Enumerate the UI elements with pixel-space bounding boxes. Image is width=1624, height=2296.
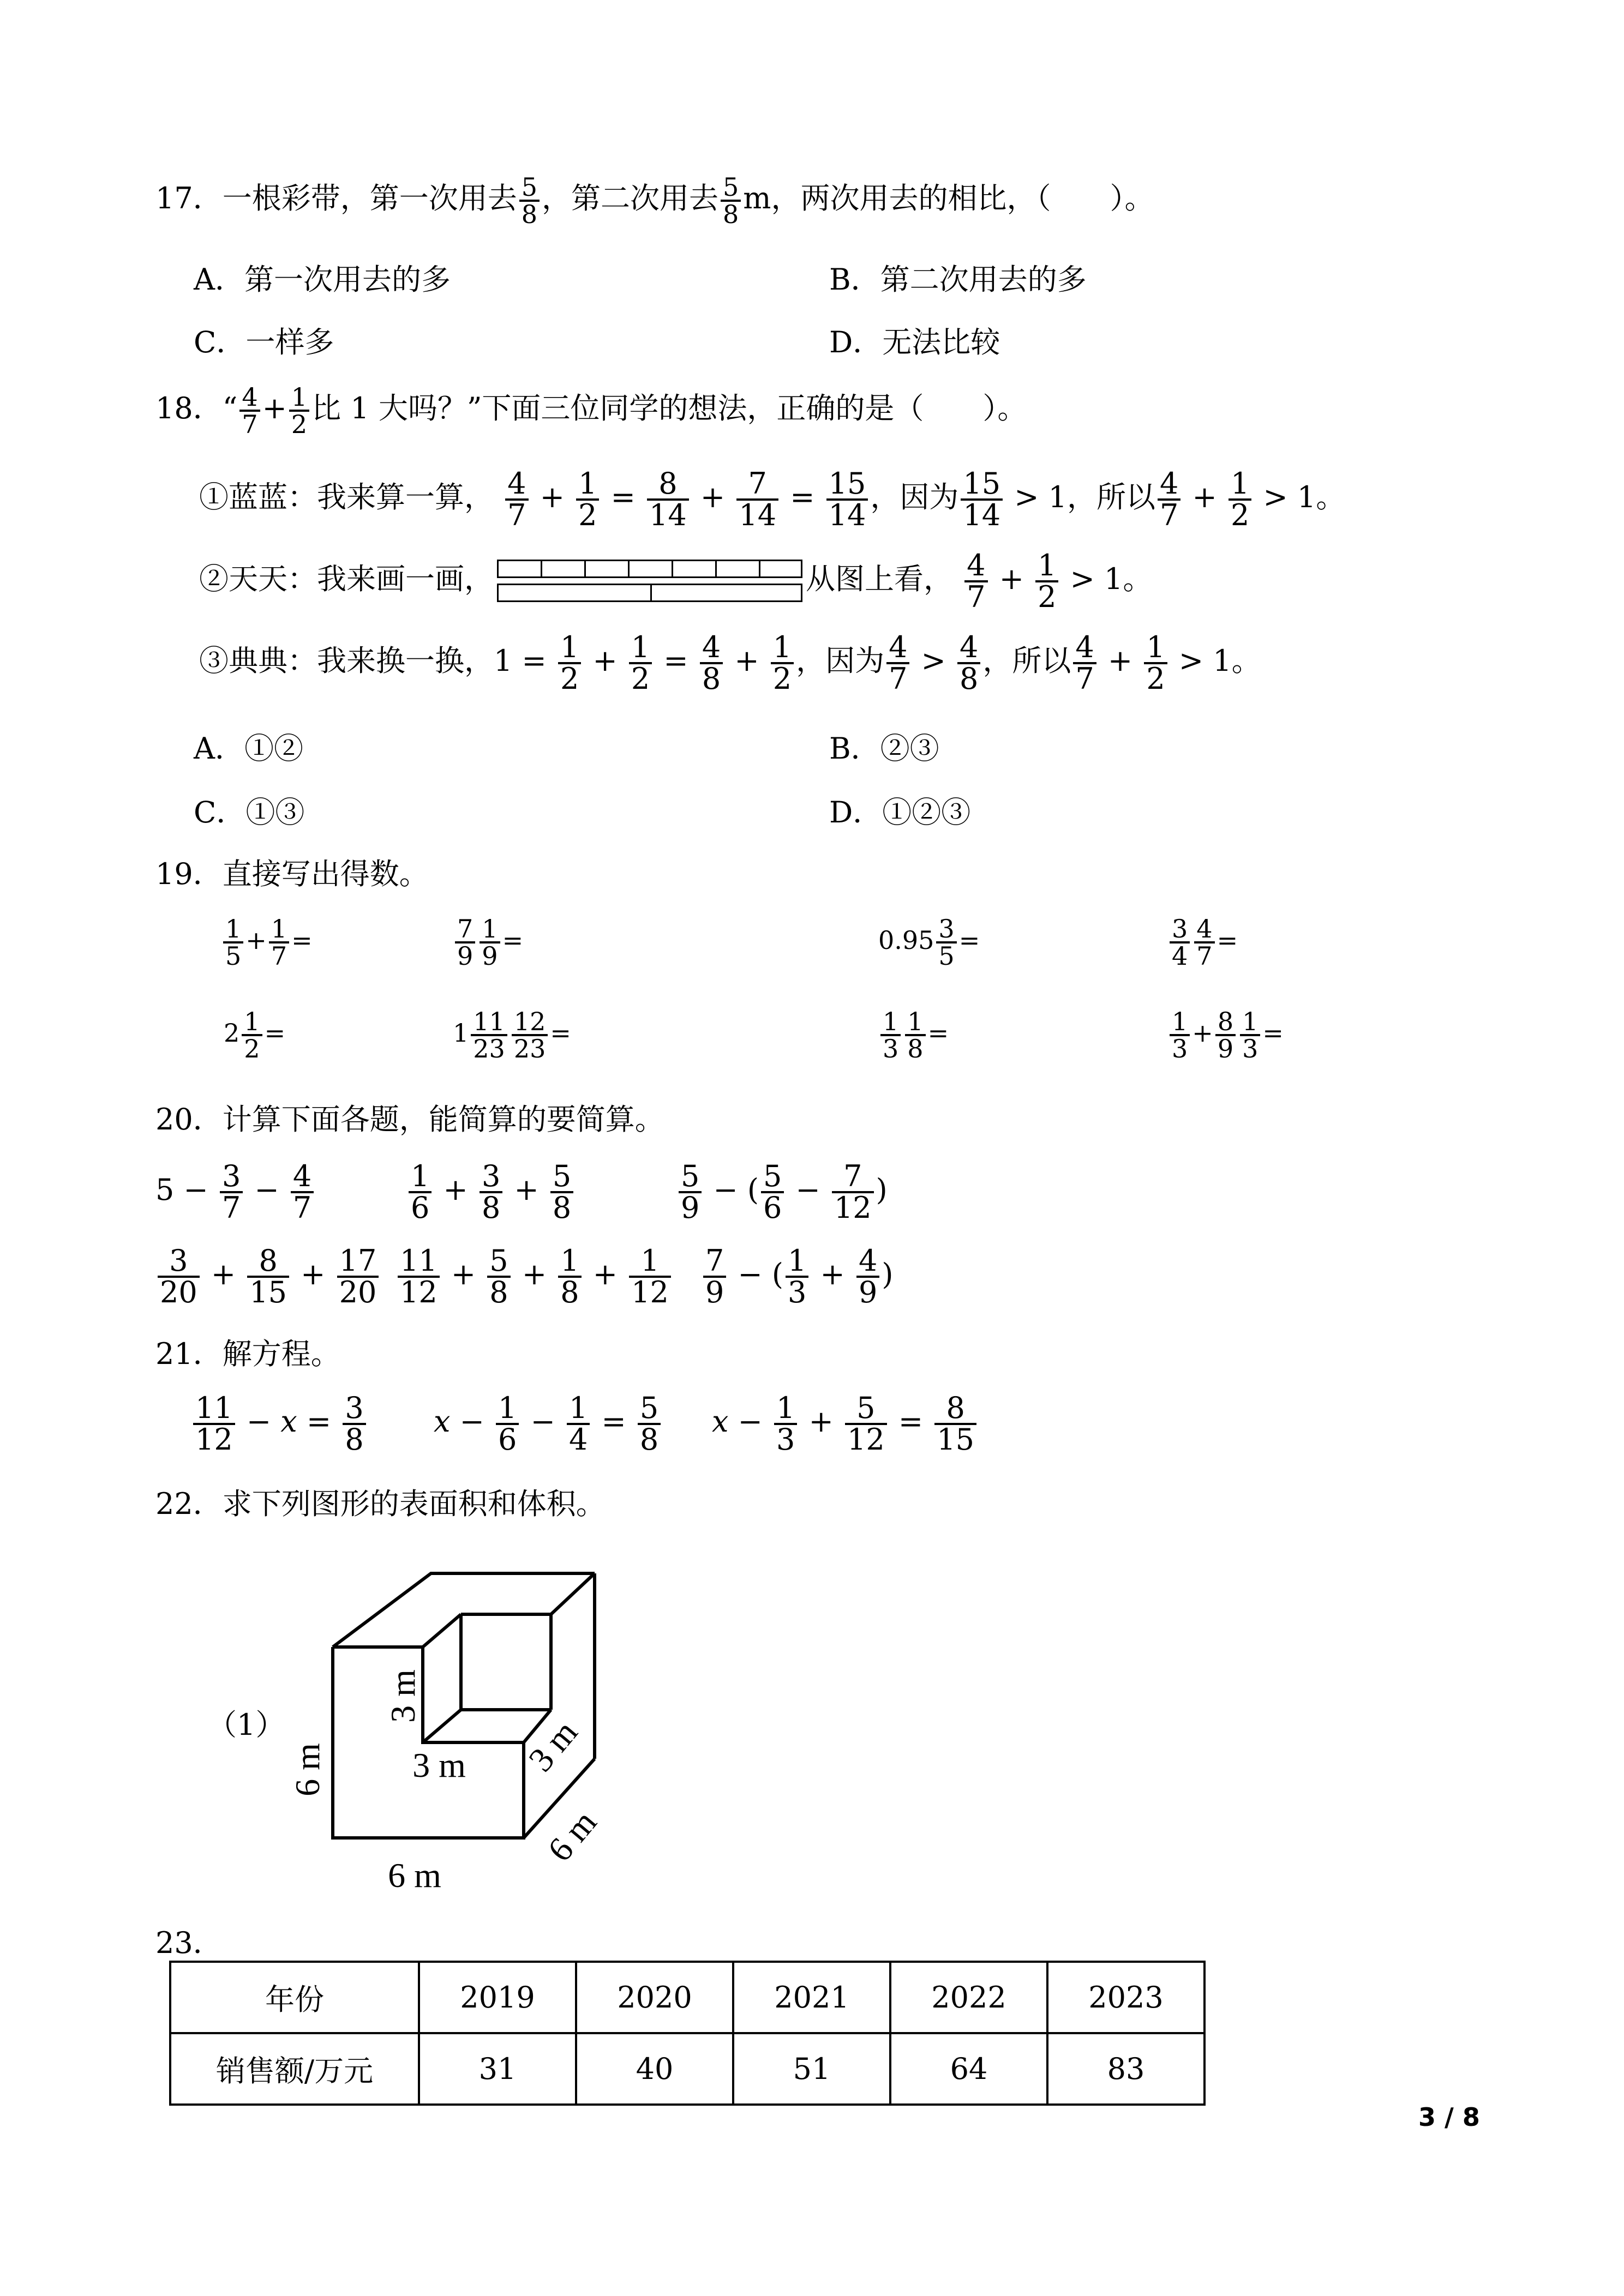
table-cell: 31 <box>419 2033 576 2105</box>
dim-inner-depth-3m: 3 m <box>520 1712 585 1779</box>
table-cell: 83 <box>1047 2033 1204 2105</box>
cube-solid-figure <box>284 1560 666 1909</box>
dim-depth-6m: 6 m <box>540 1802 604 1869</box>
q18-idea-3: ③典典：我来换一换，1 = $\frac{1}{2}$ + $\frac{1}{2}$ = $\frac{4}{8}$ + $\frac{1}{2}$ ，因为 $\frac{4}{7}$ > $\frac{4}{8}$ ，所以 $\frac{4}{7}$ + $\frac{1}{2}$ > 1。 <box>199 630 1261 696</box>
q20-expr-4: $\frac{3}{20}$ + $\frac{8}{15}$ + $\frac{17}{20}$ <box>155 1246 381 1307</box>
q19-item-8: $\frac{1}{3}$ + $\frac{8}{9}$ $\frac{1}{3}$ = <box>1167 1009 1284 1061</box>
q21-eq-1: $\frac{11}{12}$ − x = $\frac{3}{8}$ <box>191 1393 368 1454</box>
q20-stem: 20．计算下面各题，能简算的要简算。 <box>155 1102 664 1137</box>
q19-item-6: 1 $\frac{11}{23}$ $\frac{12}{23}$ = <box>453 1007 571 1063</box>
q23-stem: 23． <box>155 1926 223 1960</box>
q19-stem: 19．直接写出得数。 <box>155 857 429 891</box>
q20-expr-6: $\frac{7}{9}$ − ( $\frac{1}{3}$ + $\frac{4}{9}$ ) <box>701 1246 893 1307</box>
table-header-cell: 2020 <box>576 1962 733 2033</box>
q17-option-b[interactable]: B．第二次用去的多 <box>829 262 1087 297</box>
table-header-cell: 年份 <box>170 1962 419 2033</box>
q20-expr-5: $\frac{11}{12}$ + $\frac{5}{8}$ + $\frac{1}{8}$ + $\frac{1}{12}$ <box>395 1246 673 1307</box>
q21-eq-2: x − $\frac{1}{6}$ − $\frac{1}{4}$ = $\frac{5}{8}$ <box>434 1393 663 1454</box>
table-cell: 64 <box>890 2033 1047 2105</box>
q17-option-d[interactable]: D．无法比较 <box>829 325 1000 359</box>
dim-height-6m: 6 m <box>288 1743 327 1796</box>
q18-option-b[interactable]: B．②③ <box>829 731 939 766</box>
table-cell: 51 <box>733 2033 890 2105</box>
q19-item-3: 0.95 $\frac{3}{5}$ = <box>878 914 980 971</box>
q20-expr-1: 5 − $\frac{3}{7}$ − $\frac{4}{7}$ <box>155 1162 316 1223</box>
dim-inner-height-3m: 3 m <box>383 1669 422 1723</box>
fraction-bar-diagram <box>497 556 802 606</box>
q17-option-c[interactable]: C．一样多 <box>194 325 334 359</box>
q18-option-c[interactable]: C．①③ <box>194 795 305 830</box>
q19-item-2: $\frac{7}{9}$ $\frac{1}{9}$ = <box>453 916 523 969</box>
q18-stem: 18．“ $\frac{4}{7}$ + $\frac{1}{2}$ 比 1 大吗？”下面三位同学的想法，正确的是（ ）。 <box>155 382 1027 439</box>
table-header-cell: 2021 <box>733 1962 890 2033</box>
q19-item-7: $\frac{1}{3}$ $\frac{1}{8}$ = <box>878 1009 949 1061</box>
q19-item-4: $\frac{3}{4}$ $\frac{4}{7}$ = <box>1167 916 1238 969</box>
table-header-cell: 2023 <box>1047 1962 1204 2033</box>
dim-inner-width-3m: 3 m <box>412 1746 466 1784</box>
q17-stem: 17．一根彩带，第一次用去 $\frac{5}{8}$ ，第二次用去 $\frac{5}{8}$ m，两次用去的相比，（ ）。 <box>155 172 1154 229</box>
q21-eq-3: x − $\frac{1}{3}$ + $\frac{5}{12}$ = $\frac{8}{15}$ <box>712 1393 979 1454</box>
q17-option-a[interactable]: A．第一次用去的多 <box>194 262 451 297</box>
q18-option-d[interactable]: D．①②③ <box>829 795 971 830</box>
q18-idea-2: ②天天：我来画一画， 从图上看， $\frac{4}{7}$ + $\frac{1}{2}$ > 1。 <box>199 548 1153 614</box>
q21-stem: 21．解方程。 <box>155 1337 340 1371</box>
q20-expr-3: $\frac{5}{9}$ − ( $\frac{5}{6}$ − $\frac{7}{12}$ ) <box>676 1162 888 1223</box>
table-cell: 40 <box>576 2033 733 2105</box>
table-row <box>170 2033 1204 2105</box>
table-row <box>170 1962 1204 2033</box>
q22-sub-label: （1） <box>207 1708 285 1742</box>
page-number: 3 / 8 <box>1418 2102 1480 2132</box>
dim-width-6m: 6 m <box>388 1856 441 1895</box>
table-header-cell: 2022 <box>890 1962 1047 2033</box>
q20-expr-2: $\frac{1}{6}$ + $\frac{3}{8}$ + $\frac{5}{8}$ <box>406 1162 576 1223</box>
q22-stem: 22．求下列图形的表面积和体积。 <box>155 1487 606 1521</box>
q19-item-5: 2 $\frac{1}{2}$ = <box>224 1007 286 1063</box>
q18-option-a[interactable]: A．①② <box>194 731 303 766</box>
q18-idea-1: ①蓝蓝：我来算一算， $\frac{4}{7}$ + $\frac{1}{2}$ = $\frac{8}{14}$ + $\frac{7}{14}$ = $\frac{15}{14}$ ，因为 $\frac{15}{14}$ > 1，所以 $\frac{4}{7}$ + $\frac{1}{2}$ > 1。 <box>199 466 1346 532</box>
sales-table <box>169 1961 1206 2106</box>
table-header-cell: 2019 <box>419 1962 576 2033</box>
q19-item-1: $\frac{1}{5}$ + $\frac{1}{7}$ = <box>221 916 313 969</box>
table-cell: 销售额/万元 <box>170 2033 419 2105</box>
